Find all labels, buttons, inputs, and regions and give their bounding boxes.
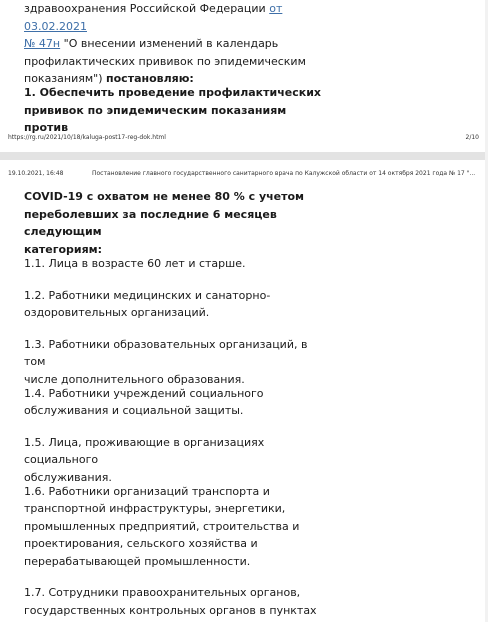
header-datetime: 19.10.2021, 16:48: [8, 170, 64, 177]
list-item: [24, 483, 324, 571]
heading-line: прививок по эпидемическим показаниям против: [24, 103, 287, 134]
section-heading-continuation: [24, 188, 324, 258]
list-item-line: оздоровительных организаций.: [24, 306, 210, 319]
footer-url: https://rg.ru/2021/10/18/kaluga-post17-reg-dok.html: [8, 134, 166, 141]
list-item: [24, 584, 324, 619]
list-item-line: 1.6. Работники организаций транспорта и: [24, 484, 270, 498]
order-number-link[interactable]: № 47н: [24, 37, 61, 50]
list-item: [24, 287, 324, 322]
list-item-line: 1.3. Работники образовательных организаций, в том: [24, 337, 308, 368]
paragraph-decree-reference: [24, 0, 324, 88]
list-item-line: числе дополнительного образования.: [24, 372, 245, 386]
header-document-title: Постановление главного государственного санитарного врача по Калужской области от 14 октября 2021 года № 17 "...: [92, 170, 476, 177]
list-item-line: перерабатывающей промышленности.: [24, 554, 251, 568]
heading-line: 1. Обеспечить проведение профилактических: [24, 86, 322, 99]
page-top: [0, 0, 488, 152]
page-bottom: [0, 160, 488, 622]
heading-line: переболевших за последние 6 месяцев следующим: [24, 207, 277, 238]
text-segment: здравоохранения Российской Федерации: [24, 2, 266, 15]
heading-line: COVID-19 с охватом не менее 80 % с учетом: [24, 190, 305, 203]
list-item: [24, 336, 324, 389]
page-separator: [0, 152, 488, 160]
text-segment: "О внесении изменений в календарь: [60, 37, 279, 50]
list-item-line: 1.1. Лица в возрасте 60 лет и старше.: [24, 257, 246, 270]
resolve-word: постановляю:: [106, 72, 194, 85]
list-item-line: обслуживания и социальной защиты.: [24, 404, 244, 417]
list-item-line: промышленных предприятий, строительства и: [24, 519, 300, 533]
list-item: [24, 255, 324, 273]
section-heading: [24, 84, 324, 137]
list-item-line: обслуживания.: [24, 470, 112, 484]
date-link[interactable]: от 03.02.2021: [24, 2, 283, 33]
text-segment: профилактических прививок по эпидемическим: [24, 54, 306, 68]
list-item-line: государственных контрольных органов в пунктах: [24, 603, 317, 617]
footer-page-number: 2/10: [465, 134, 479, 141]
list-item-line: 1.5. Лица, проживающие в организациях социального: [24, 435, 265, 466]
list-item-line: транспортной инфраструктуры, энергетики,: [24, 502, 286, 515]
list-item-line: 1.2. Работники медицинских и санаторно-: [24, 288, 271, 302]
list-item-line: 1.4. Работники учреждений социального: [24, 386, 264, 400]
list-item-line: проектирования, сельского хозяйства и: [24, 537, 258, 550]
heading-line: категориям:: [24, 242, 103, 256]
text-segment: показаниям"): [24, 72, 103, 85]
list-item-line: 1.7. Сотрудники правоохранительных органов,: [24, 586, 301, 599]
list-item: [24, 385, 324, 420]
list-item: [24, 434, 324, 487]
